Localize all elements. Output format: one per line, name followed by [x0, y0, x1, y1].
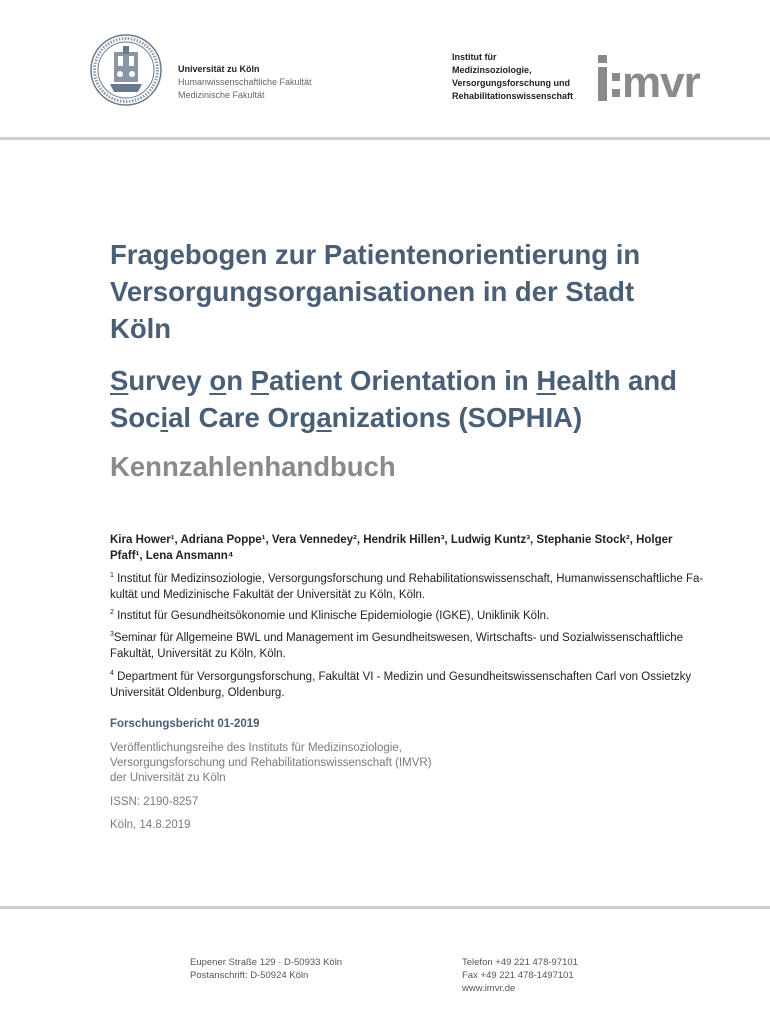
fax: Fax +49 221 478-1497101	[462, 970, 574, 981]
imvr-logo	[598, 55, 738, 101]
footer-address: Eupener Straße 129 · D-50933 Köln Postanschrift: D-50924 Köln	[190, 957, 343, 981]
university-name: Universität zu Köln	[178, 64, 260, 74]
svg-text:mvr: mvr	[622, 58, 700, 101]
affiliation-1: $^1$ Institut für Medizinsoziologie, Versorgungsforschung und Rehabilitationswissenschaft, Humanwissenschaftliche Fa- kultät und Medizinische Fakultät der Universität zu Köln, Köln.	[110, 572, 704, 601]
university-header	[178, 63, 312, 102]
phone: Telefon +49 221 478-97101	[462, 957, 578, 968]
author-line: Kira Hower¹, Adriana Poppe¹, Vera Vennedey², Hendrik Hillen³, Ludwig Kuntz³, Stephanie Stock², Holger	[110, 534, 673, 546]
institute-header	[452, 51, 573, 103]
footer-contact	[462, 956, 578, 995]
footer-divider	[0, 906, 770, 909]
institute-line: Institut für	[452, 52, 497, 62]
institute-line: Rehabilitationswissenschaft	[452, 91, 574, 101]
affiliation-3: $^3$Seminar für Allgemeine BWL und Management im Gesundheitswesen, Wirtschafts- und Sozialwissenschaftliche Fakultät, Universität zu Köln, Köln.	[110, 631, 683, 660]
affiliation-4: $^4$ Department für Versorgungsforschung, Fakultät VI - Medizin und Gesundheitswissenschaften Carl von Ossietzky Universität Oldenburg, Oldenburg.	[110, 670, 692, 699]
publication-date: Köln, 14.8.2019	[110, 819, 191, 831]
document-subtitle: Kennzahlenhandbuch	[110, 451, 396, 482]
institute-line: Medizinsoziologie,	[452, 65, 532, 75]
report-number: Forschungsbericht 01-2019	[110, 718, 260, 730]
issn: ISSN: 2190-8257	[110, 796, 199, 808]
website-link[interactable]: www.imvr.de	[462, 983, 516, 994]
header-divider	[0, 137, 770, 140]
title-line: Versorgungsorganisationen in der Stadt	[110, 276, 635, 307]
institute-line: Versorgungsforschung und	[452, 78, 571, 88]
publication-series: Veröffentlichungsreihe des Instituts für Medizinsoziologie, Versorgungsforschung und Rehabilitationswissenschaft (IMVR) der Universität zu Köln	[110, 742, 432, 784]
document-title-german	[110, 236, 730, 347]
author-list	[110, 532, 710, 564]
title-line: Köln	[110, 313, 172, 344]
university-seal-icon	[90, 34, 162, 106]
affiliation-2: $^2$ Institut für Gesundheitsökonomie und Klinische Epidemiologie (IGKE), Uniklinik Köln.	[110, 609, 550, 622]
title-english-line-1: Survey on Patient Orientation in Health and	[110, 365, 677, 396]
faculty-medicine: Medizinische Fakultät	[178, 90, 265, 100]
faculty-humanities: Humanwissenschaftliche Fakultät	[178, 77, 312, 87]
title-line: Fragebogen zur Patientenorientierung in	[110, 239, 641, 270]
document-title-english	[110, 362, 750, 436]
author-line: Pfaff¹, Lena Ansmann⁴	[110, 550, 234, 562]
title-english-line-2: Social Care Organizations (SOPHIA)	[110, 402, 583, 433]
